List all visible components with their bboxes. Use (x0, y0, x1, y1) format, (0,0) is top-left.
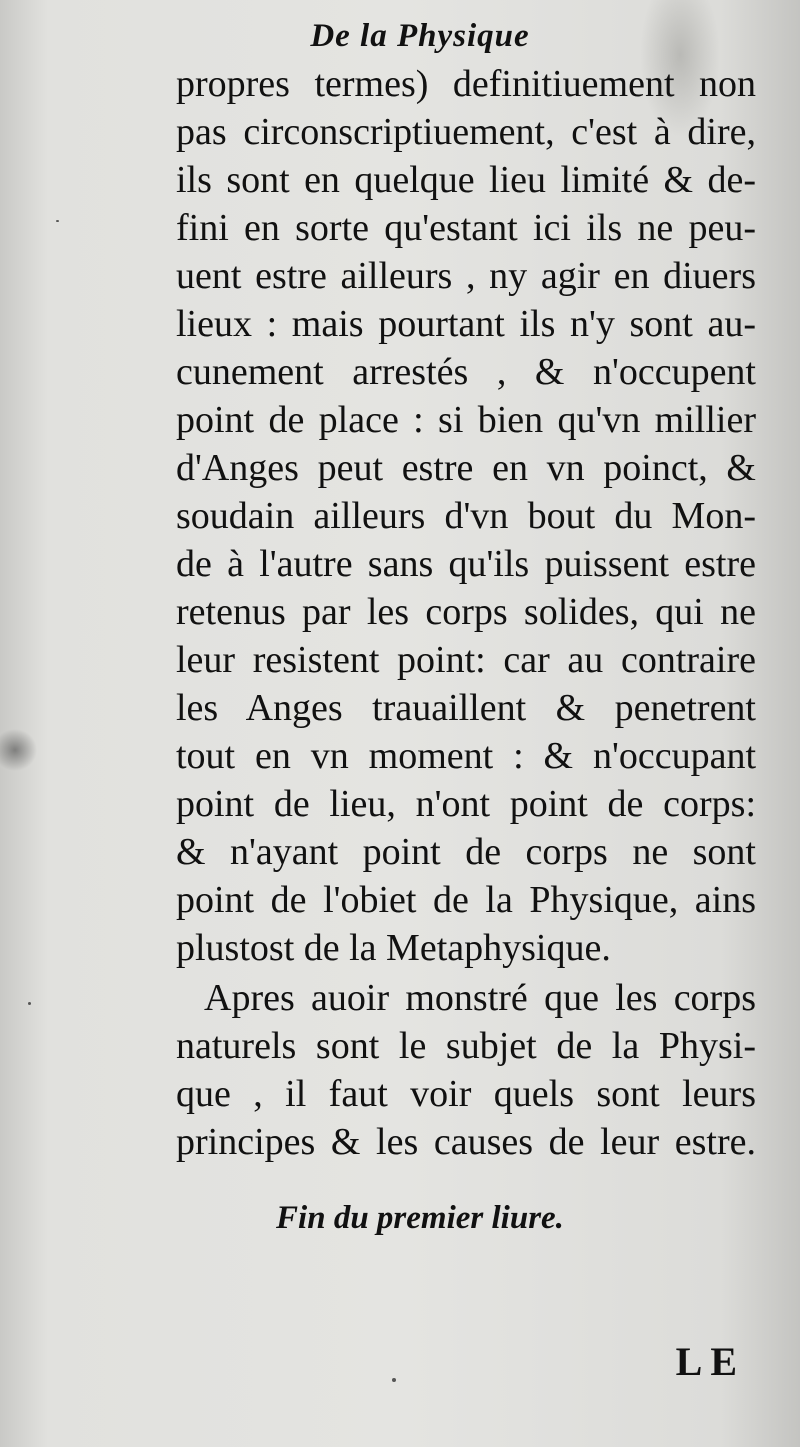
text-line: uent estre ailleurs , ny agir en diuers (176, 255, 756, 297)
text-line: leur resistent point: car au contraire (176, 639, 756, 681)
text-line: point de lieu, n'ont point de corps: (176, 783, 756, 825)
text-line: d'Anges peut estre en vn poinct, & (176, 447, 756, 489)
paper-speck (56, 220, 59, 222)
text-line: lieux : mais pourtant ils n'y sont au- (176, 303, 756, 345)
main-text (176, 60, 756, 1166)
text-line: tout en vn moment : & n'occupant (176, 735, 756, 777)
text-line: retenus par les corps solides, qui ne (176, 591, 756, 633)
text-line: cunement arrestés , & n'occupent (176, 351, 756, 393)
text-line: naturels sont le subjet de la Physi- (176, 1025, 756, 1067)
text-line: & n'ayant point de corps ne sont (176, 831, 756, 873)
explicit-heading: Fin du premier liure. (276, 1200, 564, 1236)
text-line: pas circonscriptiuement, c'est à dire, (176, 111, 756, 153)
text-line: les Anges trauaillent & penetrent (176, 687, 756, 729)
text-line: ils sont en quelque lieu limité & de- (176, 159, 756, 201)
text-line: soudain ailleurs d'vn bout du Mon- (176, 495, 756, 537)
running-head: De la Physique (310, 18, 530, 54)
catchword: LE (675, 1339, 745, 1384)
paragraph-1 (176, 60, 756, 972)
text-line: point de l'obiet de la Physique, ains (176, 879, 756, 921)
text-line: point de place : si bien qu'vn millier (176, 399, 756, 441)
text-line: principes & les causes de leur estre. (176, 1121, 756, 1163)
text-line: que , il faut voir quels sont leurs (176, 1073, 756, 1115)
text-line: plustost de la Metaphysique. (176, 927, 611, 969)
text-line: Apres auoir monstré que les corps (204, 977, 756, 1019)
text-line: fini en sorte qu'estant ici ils ne peu- (176, 207, 756, 249)
paragraph-2 (176, 974, 756, 1166)
text-line: de à l'autre sans qu'ils puissent estre (176, 543, 756, 585)
paper-speck (392, 1378, 396, 1382)
text-line: propres termes) definitiuement non (176, 63, 756, 105)
paper-speck (28, 1002, 31, 1005)
